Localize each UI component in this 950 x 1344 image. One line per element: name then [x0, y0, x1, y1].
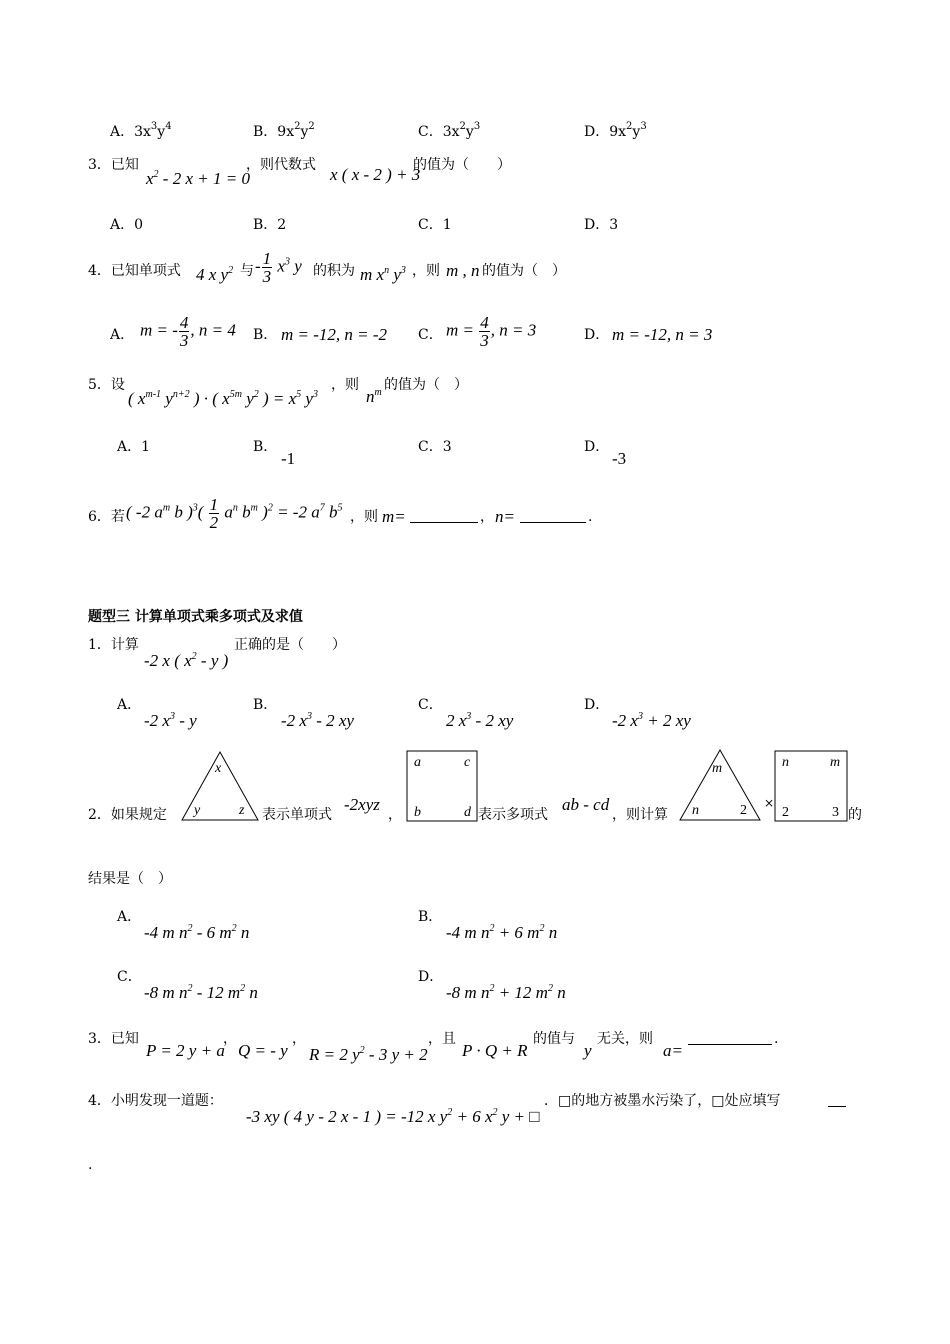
q5-mid: ，则 — [331, 377, 359, 393]
s3-q2-option-d: D． — [418, 969, 444, 985]
sq2-tr: m — [830, 755, 841, 770]
q4-mid: 的积为 — [313, 263, 355, 279]
s3-q3-ans-label: a= — [663, 1041, 683, 1060]
q4-option-b-value: m = -12, n = -2 — [281, 325, 388, 344]
s3-q1-post: 正确的是（ ） — [234, 637, 346, 653]
q2-option-d: D．$9x^2y^3$ — [584, 121, 647, 140]
s3-q3-var: y — [584, 1041, 592, 1060]
q6-n-blank[interactable] — [520, 508, 586, 526]
s3-q2-monomial: -2xyz — [344, 795, 380, 814]
triangle-diagram-2 — [676, 746, 764, 824]
s3-q2-line2: 结果是（ ） — [88, 871, 172, 887]
s3-question-1: 1．计算 — [88, 637, 139, 653]
s3-q3-mid: 的值与 — [533, 1031, 575, 1047]
q3-option-b: B．2 — [253, 217, 287, 233]
q6-end: . — [588, 509, 593, 525]
q6-m-label: m= — [382, 507, 406, 526]
q4-monomial-1: 4 x $y^2$ — [196, 265, 234, 284]
q4-vars: m , n — [446, 261, 480, 280]
s3-q2-polynomial: ab - cd — [562, 795, 610, 814]
s3-q3-expr: P · Q + R — [462, 1041, 528, 1060]
square-diagram-1 — [406, 750, 478, 822]
q5-target: $n^m$ — [366, 387, 382, 406]
q5-post: 的值为（ ） — [384, 377, 468, 393]
tri2-top: m — [712, 761, 723, 776]
q2-option-c: C．$3x^2y^3$ — [418, 121, 481, 140]
q4-product: m $x^n$ $y^3$ — [360, 265, 406, 284]
q3-option-d: D．3 — [584, 217, 619, 233]
s3-q1-option-d-value: -2 $x^3 + 2$ xy — [612, 711, 691, 730]
sq1-bl: b — [414, 805, 421, 820]
s3-q2-option-a-value: -4 m $n^2 - 6$ $m^2$ n — [144, 923, 250, 942]
s3-q2-option-c-value: -8 m $n^2 - 12$ $m^2$ n — [144, 983, 258, 1002]
q5-option-d-value: -3 — [612, 449, 627, 468]
section-title: 题型三 计算单项式乘多项式及求值 — [88, 609, 303, 625]
q4-option-d-value: m = -12, n = 3 — [612, 325, 713, 344]
s3-question-3: 3．已知 — [88, 1031, 139, 1047]
s3-q2-option-d-value: -8 m $n^2 + 12$ $m^2$ n — [446, 983, 566, 1002]
sq2-br: 3 — [832, 805, 839, 820]
s3-q3-c3: ，且 — [428, 1031, 456, 1047]
q3-post: 的值为（ ） — [413, 157, 511, 173]
q4-option-d: D． — [584, 327, 610, 343]
q3-expression: x ( x - 2 ) + 3 — [330, 165, 421, 184]
sq1-tl: a — [414, 755, 421, 770]
tri1-right: z — [239, 803, 245, 818]
s3-q1-option-b-value: -2 $x^3 - 2$ xy — [281, 711, 354, 730]
s3-question-2: 2．如果规定 — [88, 807, 167, 823]
s3-q2-comma: ， — [388, 807, 402, 823]
q5-expression: ( $x^{m-1}$ $y^{n+2}$ ) · ( $x^{5m}$ $y^2$ ) = $x^5$ $y^3$ — [128, 389, 318, 408]
q5-option-b-value: -1 — [281, 449, 296, 468]
s3-q3-c1: ， — [223, 1031, 237, 1047]
question-4: 4．已知单项式 — [88, 263, 181, 279]
s3-q1-option-a: A． — [117, 697, 142, 713]
sq1-tr: c — [464, 755, 471, 770]
question-5: 5．设 — [88, 377, 125, 393]
s3-q2-option-b: B． — [418, 909, 443, 925]
q3-text: ，则代数式 — [246, 157, 316, 173]
sq2-bl: 2 — [782, 805, 789, 820]
tri2-right: 2 — [740, 803, 747, 818]
s3-q1-option-c-value: 2 $x^3 - 2$ xy — [446, 711, 514, 730]
q6-mid: ，则 — [350, 509, 378, 525]
s3-q2-mid1: 表示单项式 — [262, 807, 332, 823]
q5-option-b: B． — [253, 439, 278, 455]
sq1-br: d — [464, 805, 471, 820]
sq2-tl: n — [782, 755, 789, 770]
s3-q4-expression: -3 xy ( 4 y - 2 x - 1 ) = -12 x $y^2 + 6$ $x^2$ y + □ — [246, 1107, 540, 1126]
s3-q3-end: . — [774, 1031, 779, 1047]
s3-q1-expression: -2 x ( $x^2$ - y ) — [144, 651, 229, 670]
s3-q3-R: R = 2 $y^2 - 3$ y + 2 — [309, 1045, 428, 1064]
q3-equation: $x^2 - 2$ x + 1 = 0 — [146, 169, 250, 188]
s3-q3-blank[interactable] — [688, 1030, 772, 1048]
s3-q1-option-b: B． — [253, 697, 278, 713]
s3-q1-option-c: C． — [418, 697, 443, 713]
q4-option-a-value: m = - $\frac{4}{3}$ , n = 4 — [140, 313, 236, 350]
s3-q4-blank[interactable] — [828, 1092, 846, 1110]
q5-option-c: C．3 — [418, 439, 452, 455]
square-diagram-2 — [774, 750, 848, 822]
q2-option-b: B．$9x^2y^2$ — [253, 121, 315, 140]
s3-q3-c2: ， — [292, 1031, 306, 1047]
s3-q4-post: ．□的地方被墨水污染了，□处应填写 — [544, 1093, 781, 1109]
q6-m-blank[interactable] — [410, 508, 478, 526]
tri1-left: y — [194, 803, 201, 818]
s3-q2-option-c: C． — [117, 969, 142, 985]
s3-q4-end: . — [88, 1157, 93, 1173]
q3-option-a: A．0 — [110, 217, 144, 233]
question-6: 6．若 — [88, 509, 125, 525]
s3-q2-mid2: 表示多项式 — [478, 807, 548, 823]
s3-q1-option-d: D． — [584, 697, 610, 713]
s3-q2-mid3: ，则计算 — [612, 807, 668, 823]
q3-option-c: C．1 — [418, 217, 452, 233]
q6-expression: ( -2 $a^m$ b )$^3$( $\frac{1}{2}$ $a^n$ $b^m$ )$^2$ = -2 $a^7$ $b^5$ — [126, 495, 343, 532]
s3-q2-option-a: A． — [117, 909, 142, 925]
q6-n-label: n= — [495, 507, 515, 526]
q6-sep: ， — [480, 509, 494, 525]
triangle-diagram-1 — [178, 748, 262, 824]
q4-post: 的值为（ ） — [482, 263, 566, 279]
s3-q2-post: 的 — [848, 807, 862, 823]
s3-q3-post: 无关，则 — [597, 1031, 653, 1047]
tri1-top: x — [215, 761, 222, 776]
tri2-left: n — [692, 803, 699, 818]
s3-question-4: 4．小明发现一道题： — [88, 1093, 223, 1109]
q4-option-c-value: m = $\frac{4}{3}$ , n = 3 — [446, 313, 537, 350]
question-3: 3．已知 — [88, 157, 139, 173]
q4-option-a: A． — [110, 327, 135, 343]
s3-q2-option-b-value: -4 m $n^2 + 6$ $m^2$ n — [446, 923, 558, 942]
q4-option-b: B． — [253, 327, 278, 343]
s3-q3-P: P = 2 y + a — [146, 1041, 225, 1060]
q4-option-c: C． — [418, 327, 443, 343]
q4-yu: 与 — [240, 263, 254, 279]
q5-option-d: D． — [584, 439, 610, 455]
q5-option-a: A．1 — [117, 439, 151, 455]
q4-monomial-2: - $\frac{1}{3}$ $x^3$ y — [255, 249, 302, 286]
times-sign: × — [764, 796, 775, 810]
q4-mid2: ，则 — [412, 263, 440, 279]
q2-option-a: A．$3x^3y^4$ — [110, 121, 172, 140]
s3-q3-Q: Q = - y — [238, 1041, 288, 1060]
s3-q1-option-a-value: -2 $x^3$ - y — [144, 711, 197, 730]
